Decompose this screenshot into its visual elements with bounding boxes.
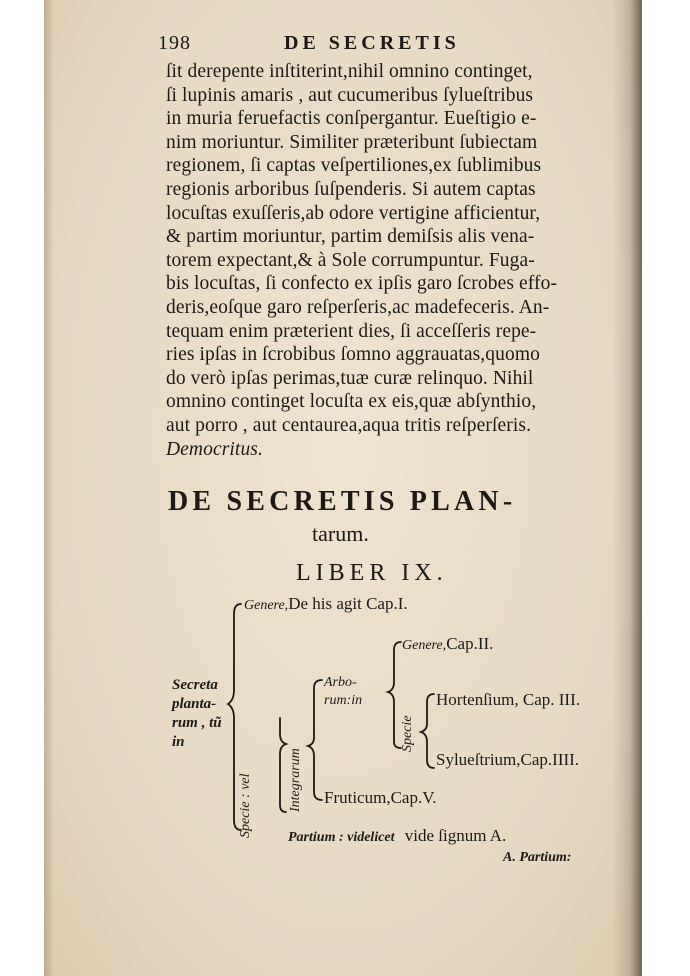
integrarum-label: Integrarum bbox=[288, 748, 303, 812]
text-line: bis locuſtas, ſi confecto ex ipſis garo ſcrobes effo- bbox=[166, 273, 558, 295]
page-number: 198 bbox=[158, 32, 191, 54]
arborum-label bbox=[324, 674, 362, 710]
text-line: & partim moriuntur, partim demiſsis alis vena- bbox=[166, 226, 535, 248]
partium-entry bbox=[288, 826, 506, 846]
text-line: regionem, ſi captas veſpertiliones,ex ſublimibus bbox=[166, 155, 542, 177]
fruticum-entry: Fruticum,Cap.V. bbox=[324, 788, 437, 807]
section-title-line1: DE SECRETIS PLAN- bbox=[168, 486, 517, 517]
text-line: regionis arboribus ſuſpenderis. Si autem captas bbox=[166, 178, 536, 200]
genere-arborum-entry bbox=[402, 634, 493, 654]
text-line: torem expectant,& à Sole corrumpuntur. Fuga- bbox=[166, 249, 535, 271]
brace-integrarum bbox=[308, 680, 322, 800]
genere-arborum-text: Cap.II. bbox=[446, 634, 494, 653]
genere-arborum-label: Genere, bbox=[402, 638, 447, 653]
genere-top-label: Genere, bbox=[244, 598, 289, 613]
text-line: do verò ipſas perimas,tuæ curæ relinquo. Nihil bbox=[166, 367, 534, 389]
genere-top-text: De his agit Cap.I. bbox=[288, 594, 408, 613]
running-head: DE SECRETIS bbox=[284, 32, 460, 54]
root-line2: planta- bbox=[172, 696, 217, 712]
arborum-line1: Arbo- bbox=[324, 675, 357, 690]
book-label: LIBER IX. bbox=[296, 560, 448, 586]
text-line: locuſtas exuſſeris,ab odore vertigine afficientur, bbox=[166, 202, 541, 224]
root-line4: in bbox=[172, 734, 185, 750]
root-line1: Secreta bbox=[172, 677, 218, 693]
text-line: ſit derepente inſtiterint,nihil omnino continget, bbox=[166, 61, 533, 82]
text-line: ries ipſas in ſcrobibus ſomno aggrauatas,quomo bbox=[166, 344, 540, 366]
text-line: ſi lupinis amaris , aut cucumeribus ſylueſtribus bbox=[166, 84, 534, 106]
specie-label: Specie bbox=[400, 715, 415, 752]
catchword: A. Partium: bbox=[503, 850, 572, 865]
specie-vel-label: Specie : vel bbox=[238, 773, 253, 838]
text-line: deris,eoſque garo reſperſeris,ac madefeceris. An- bbox=[166, 296, 550, 318]
brace-specie-vel bbox=[280, 718, 286, 812]
book-page bbox=[44, 0, 642, 976]
arborum-line2: rum:in bbox=[324, 693, 363, 708]
genere-top-entry bbox=[244, 594, 408, 614]
section-title-line2: tarum. bbox=[312, 521, 369, 546]
text-line: tequam enim præterient dies, ſi acceſſeris repe- bbox=[166, 320, 537, 342]
partium-label: Partium : videlicet bbox=[288, 830, 395, 845]
partium-text: vide ſignum A. bbox=[404, 826, 507, 845]
text-line: omnino continget locuſta ex eis,quæ abſynthio, bbox=[166, 391, 537, 413]
hortensium-entry: Hortenſium, Cap. III. bbox=[436, 690, 580, 709]
text-line: aut porro , aut centaurea,aqua tritis reſperſeris. bbox=[166, 414, 532, 436]
syluestrium-entry: Sylueſtrium,Cap.IIII. bbox=[436, 750, 580, 769]
text-line: in muria feruefactis conſpergantur. Eueſtigio e- bbox=[166, 108, 537, 130]
brace-specie bbox=[421, 694, 434, 768]
text-line: nim moriuntur. Similiter præteribunt ſubiectam bbox=[166, 131, 538, 153]
signature: Democritus. bbox=[166, 438, 263, 460]
diagram-root bbox=[172, 676, 222, 752]
root-line3: rum , tũ bbox=[172, 715, 222, 731]
